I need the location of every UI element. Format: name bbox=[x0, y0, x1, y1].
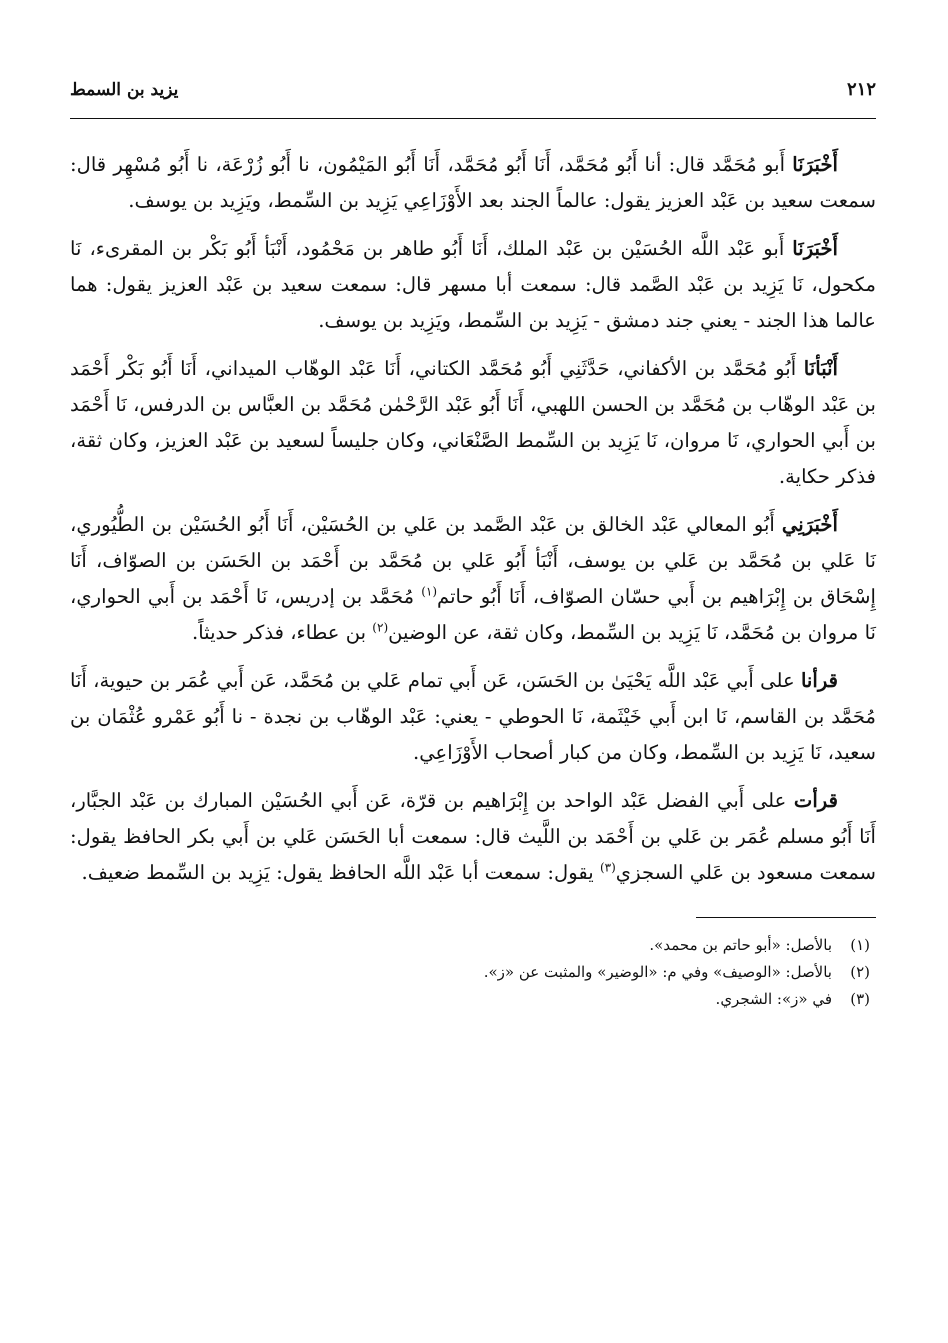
paragraph-lead: أَخْبَرَنَا bbox=[792, 153, 838, 176]
book-page bbox=[70, 62, 876, 1322]
footnote bbox=[70, 986, 876, 1013]
paragraph-text: أَبو مُحَمَّد قال: أنا أَبُو مُحَمَّد، أَنَا أَبُو مُحَمَّد، أَنَا أَبُو المَيْمُون، نا أَبُو زُرْعَة، نا أَبُو مُسْهِر قال: سمعت سعيد بن عَبْد العزيز يقول: عالماً الجند بعد الأَوْزَاعِي يَزِيد بن السِّمط، ويَزِيد بن يوسف. bbox=[70, 153, 876, 212]
running-title: يزيد بن السمط bbox=[70, 80, 179, 100]
footnotes bbox=[70, 932, 876, 1013]
footnote-rule bbox=[696, 917, 876, 918]
paragraph-text: أَبو عَبْد اللَّه الحُسَيْن بن عَبْد الملك، أَنَا أَبُو طاهر بن مَحْمُود، أَنْبَأ أَبُو بَكْر بن المقرىء، نَا مكحول، نَا يَزِيد بن عَبْد الصَّمد قال: سمعت أبا مسهر قال: سمعت سعيد بن عَبْد العزيز يقول: هما عالما هذا الجند - يعني جند دمشق - يَزِيد بن السِّمط، ويَزِيد بن يوسف. bbox=[70, 237, 876, 332]
footnote-text: بالأصل: «أبو حاتم بن محمد». bbox=[649, 936, 832, 954]
footnote-number: (٢) bbox=[850, 963, 870, 981]
paragraph-lead: أَخْبَرَنِي bbox=[781, 513, 838, 536]
page-body bbox=[70, 147, 876, 891]
paragraph bbox=[70, 783, 876, 891]
footnote-number: (١) bbox=[850, 936, 870, 954]
footnote-number: (٣) bbox=[850, 990, 870, 1008]
paragraph-text: مُحَمَّد بن إدريس، نَا أَحْمَد بن أَبي الحواري، نَا مروان بن مُحَمَّد، نَا يَزِيد بن السِّمط، وكان ثقة، عن الوضين bbox=[70, 585, 876, 644]
running-header bbox=[70, 62, 876, 100]
header-rule bbox=[70, 118, 876, 119]
paragraph bbox=[70, 147, 876, 219]
footnote-text: في «ز»: الشجري. bbox=[715, 990, 832, 1008]
paragraph-text: على أَبي الفضل عَبْد الواحد بن إِبْرَاهيم بن قرّة، عَن أَبي الحُسَيْن المبارك بن عَبْد الجبَّار، أَنَا أَبُو مسلم عُمَر بن عَلي بن أَحْمَد بن اللَّيث قال: سمعت أبا الحَسَن عَلي بن أَبي بكر الحافظ يقول: سمعت مسعود بن عَلي السجزي bbox=[70, 789, 876, 884]
footnote-ref: (٣) bbox=[599, 860, 616, 875]
footnote-ref: (٢) bbox=[372, 620, 389, 635]
paragraph bbox=[70, 663, 876, 771]
footnote-ref: (١) bbox=[421, 584, 438, 599]
footnote bbox=[70, 959, 876, 986]
page-number: ٢١٢ bbox=[846, 79, 876, 100]
footnote-text: بالأصل: «الوصيف» وفي م: «الوضير» والمثبت عن «ز». bbox=[483, 963, 832, 981]
paragraph-lead: قرأنا bbox=[800, 669, 838, 692]
paragraph bbox=[70, 351, 876, 495]
paragraph bbox=[70, 231, 876, 339]
paragraph-text: أَبُو المعالي عَبْد الخالق بن عَبْد الصَّمد بن عَلي بن الحُسَيْن، أَنَا أَبُو الحُسَيْن بن الطُّيُوري، نَا عَلي بن مُحَمَّد بن عَلي بن يوسف، أَنْبَأ أَبُو عَلي بن مُحَمَّد بن أَحْمَد بن الحَسَن بن الصوّاف، أَنَا إِسْحَاق بن إِبْرَاهيم بن أَبي حسّان الصوّاف، أَنَا أَبُو حاتم bbox=[70, 513, 876, 608]
footnote bbox=[70, 932, 876, 959]
paragraph-lead: قرأت bbox=[793, 789, 838, 812]
paragraph-text: يقول: سمعت أبا عَبْد اللَّه الحافظ يقول: يَزِيد بن السِّمط ضعيف. bbox=[81, 861, 600, 884]
paragraph-text: على أَبي عَبْد اللَّه يَحْيَىٰ بن الحَسَن، عَن أَبي تمام عَلي بن مُحَمَّد، عَن أَبي عُمَر بن حيوية، أَنَا مُحَمَّد بن القاسم، نَا ابن أَبي خَيْثَمة، نَا الحوطي - يعني: عَبْد الوهّاب بن نجدة - نا أَبُو عَمْرو عُثْمَان بن سعيد، نَا يَزِيد بن السِّمط، وكان من كبار أصحاب الأَوْزَاعِي. bbox=[70, 669, 876, 764]
paragraph-lead: أَخْبَرَنَا bbox=[792, 237, 838, 260]
paragraph-text: بن عطاء، فذكر حديثاً. bbox=[191, 621, 373, 644]
paragraph bbox=[70, 507, 876, 651]
paragraph-text: أَبُو مُحَمَّد بن الأكفاني، حَدَّثَنِي أَبُو مُحَمَّد الكتاني، أَنَا عَبْد الوهّاب الميداني، أَنَا أَبُو بَكْر أَحْمَد بن عَبْد الوهّاب بن مُحَمَّد بن الحسن اللهبي، أَنَا أَبُو عَبْد الرَّحْمٰن مُحَمَّد بن العبَّاس بن الدرفس، نَا أَحْمَد بن أَبي الحواري، نَا مروان، نَا يَزِيد بن السِّمط الصَّنْعَاني، وكان جليساً لسعيد بن عَبْد العزيز، وكان ثقة، فذكر حكاية. bbox=[70, 357, 876, 488]
paragraph-lead: أَنْبَأنَا bbox=[803, 357, 838, 380]
